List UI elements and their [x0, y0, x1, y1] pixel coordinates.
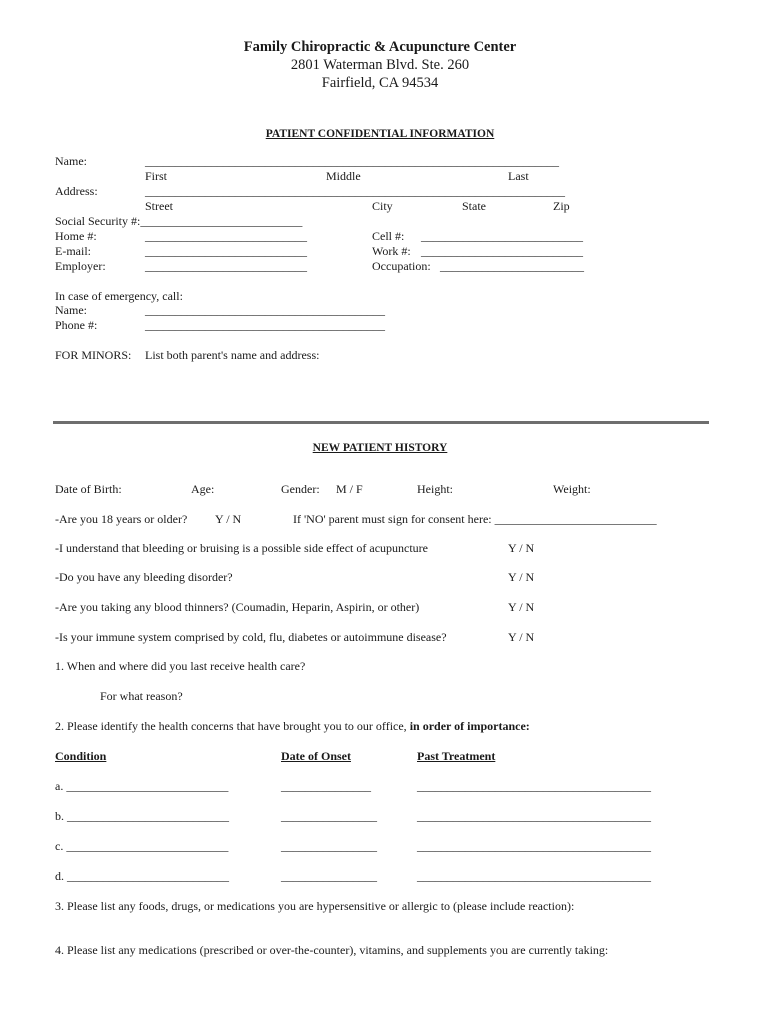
question-bleeding-disorder-yn[interactable]: Y / N: [508, 570, 535, 584]
middle-caption: Middle: [326, 169, 361, 183]
home-phone-field[interactable]: ___________________________: [145, 229, 307, 243]
address-label: Address:: [55, 184, 98, 198]
employer-field[interactable]: ___________________________: [145, 259, 307, 273]
height-label: Height:: [417, 482, 453, 496]
onset-row-c[interactable]: ________________: [281, 839, 377, 853]
work-phone-field[interactable]: ___________________________: [421, 244, 583, 258]
weight-label: Weight:: [553, 482, 591, 496]
street-caption: Street: [145, 199, 173, 213]
ssn-field[interactable]: Social Security #:___________________________: [55, 214, 303, 228]
question-2: [55, 719, 530, 733]
email-label: E-mail:: [55, 244, 91, 258]
clinic-street: 2801 Waterman Blvd. Ste. 260: [290, 57, 470, 73]
section-title-confidential: PATIENT CONFIDENTIAL INFORMATION: [265, 128, 495, 140]
question-immune-yn[interactable]: Y / N: [508, 630, 535, 644]
emergency-phone-field[interactable]: ________________________________________: [145, 318, 385, 332]
zip-caption: Zip: [553, 199, 570, 213]
column-past-treatment: Past Treatment: [417, 749, 496, 763]
question-3: 3. Please list any foods, drugs, or medications you are hypersensitive or allergic to (please include reaction):: [55, 899, 575, 913]
onset-row-a[interactable]: _______________: [281, 779, 371, 793]
onset-row-b[interactable]: ________________: [281, 809, 377, 823]
emergency-name-label: Name:: [55, 303, 87, 317]
column-date-of-onset: Date of Onset: [281, 749, 351, 763]
name-label: Name:: [55, 154, 87, 168]
question-2-emphasis: in order of importance:: [409, 719, 530, 733]
first-caption: First: [145, 169, 168, 183]
emergency-intro: In case of emergency, call:: [55, 289, 183, 303]
treatment-row-c[interactable]: _______________________________________: [417, 839, 651, 853]
minors-label: FOR MINORS:: [55, 348, 132, 362]
occupation-label: Occupation:: [372, 259, 431, 273]
column-condition: Condition: [55, 749, 107, 763]
onset-row-d[interactable]: ________________: [281, 869, 377, 883]
question-4: 4. Please list any medications (prescribed or over-the-counter), vitamins, and supplements you are currently taking:: [55, 943, 609, 957]
work-phone-label: Work #:: [372, 244, 411, 258]
cell-phone-label: Cell #:: [372, 229, 405, 243]
gender-options[interactable]: M / F: [336, 482, 363, 496]
question-bleeding-disorder: -Do you have any bleeding disorder?: [55, 570, 233, 584]
email-field[interactable]: ___________________________: [145, 244, 307, 258]
home-phone-label: Home #:: [55, 229, 97, 243]
condition-row-d[interactable]: d. ___________________________: [55, 869, 229, 883]
dob-label: Date of Birth:: [55, 482, 122, 496]
gender-label: Gender:: [281, 482, 320, 496]
parent-consent-field[interactable]: If 'NO' parent must sign for consent here: ___________________________: [293, 512, 657, 526]
treatment-row-d[interactable]: _______________________________________: [417, 869, 651, 883]
question-1: 1. When and where did you last receive health care?: [55, 659, 306, 673]
clinic-city: Fairfield, CA 94534: [321, 75, 439, 91]
clinic-name: Family Chiropractic & Acupuncture Center: [243, 39, 517, 55]
treatment-row-b[interactable]: _______________________________________: [417, 809, 651, 823]
question-blood-thinners: -Are you taking any blood thinners? (Coumadin, Heparin, Aspirin, or other): [55, 600, 420, 614]
question-immune: -Is your immune system comprised by cold, flu, diabetes or autoimmune disease?: [55, 630, 447, 644]
condition-row-b[interactable]: b. ___________________________: [55, 809, 229, 823]
treatment-row-a[interactable]: _______________________________________: [417, 779, 651, 793]
occupation-field[interactable]: ________________________: [440, 259, 584, 273]
emergency-name-field[interactable]: ________________________________________: [145, 303, 385, 317]
age-label: Age:: [191, 482, 215, 496]
city-caption: City: [372, 199, 393, 213]
employer-label: Employer:: [55, 259, 106, 273]
last-caption: Last: [508, 169, 529, 183]
minors-instructions: List both parent's name and address:: [145, 348, 320, 362]
cell-phone-field[interactable]: ___________________________: [421, 229, 583, 243]
emergency-phone-label: Phone #:: [55, 318, 98, 332]
condition-row-a[interactable]: a. ___________________________: [55, 779, 229, 793]
question-1-reason: For what reason?: [100, 689, 183, 703]
question-18-yn[interactable]: Y / N: [215, 512, 242, 526]
section-divider: [53, 421, 709, 424]
question-blood-thinners-yn[interactable]: Y / N: [508, 600, 535, 614]
question-2-text: 2. Please identify the health concerns that have brought you to our office,: [55, 719, 410, 733]
question-bleeding-understand: -I understand that bleeding or bruising is a possible side effect of acupuncture: [55, 541, 429, 555]
state-caption: State: [462, 199, 486, 213]
question-18: -Are you 18 years or older?: [55, 512, 188, 526]
question-bleeding-understand-yn[interactable]: Y / N: [508, 541, 535, 555]
condition-row-c[interactable]: c. ___________________________: [55, 839, 229, 853]
address-field[interactable]: ______________________________________________________________________: [145, 184, 565, 198]
name-field[interactable]: _____________________________________________________________________: [145, 154, 559, 168]
section-title-history: NEW PATIENT HISTORY: [312, 442, 448, 454]
